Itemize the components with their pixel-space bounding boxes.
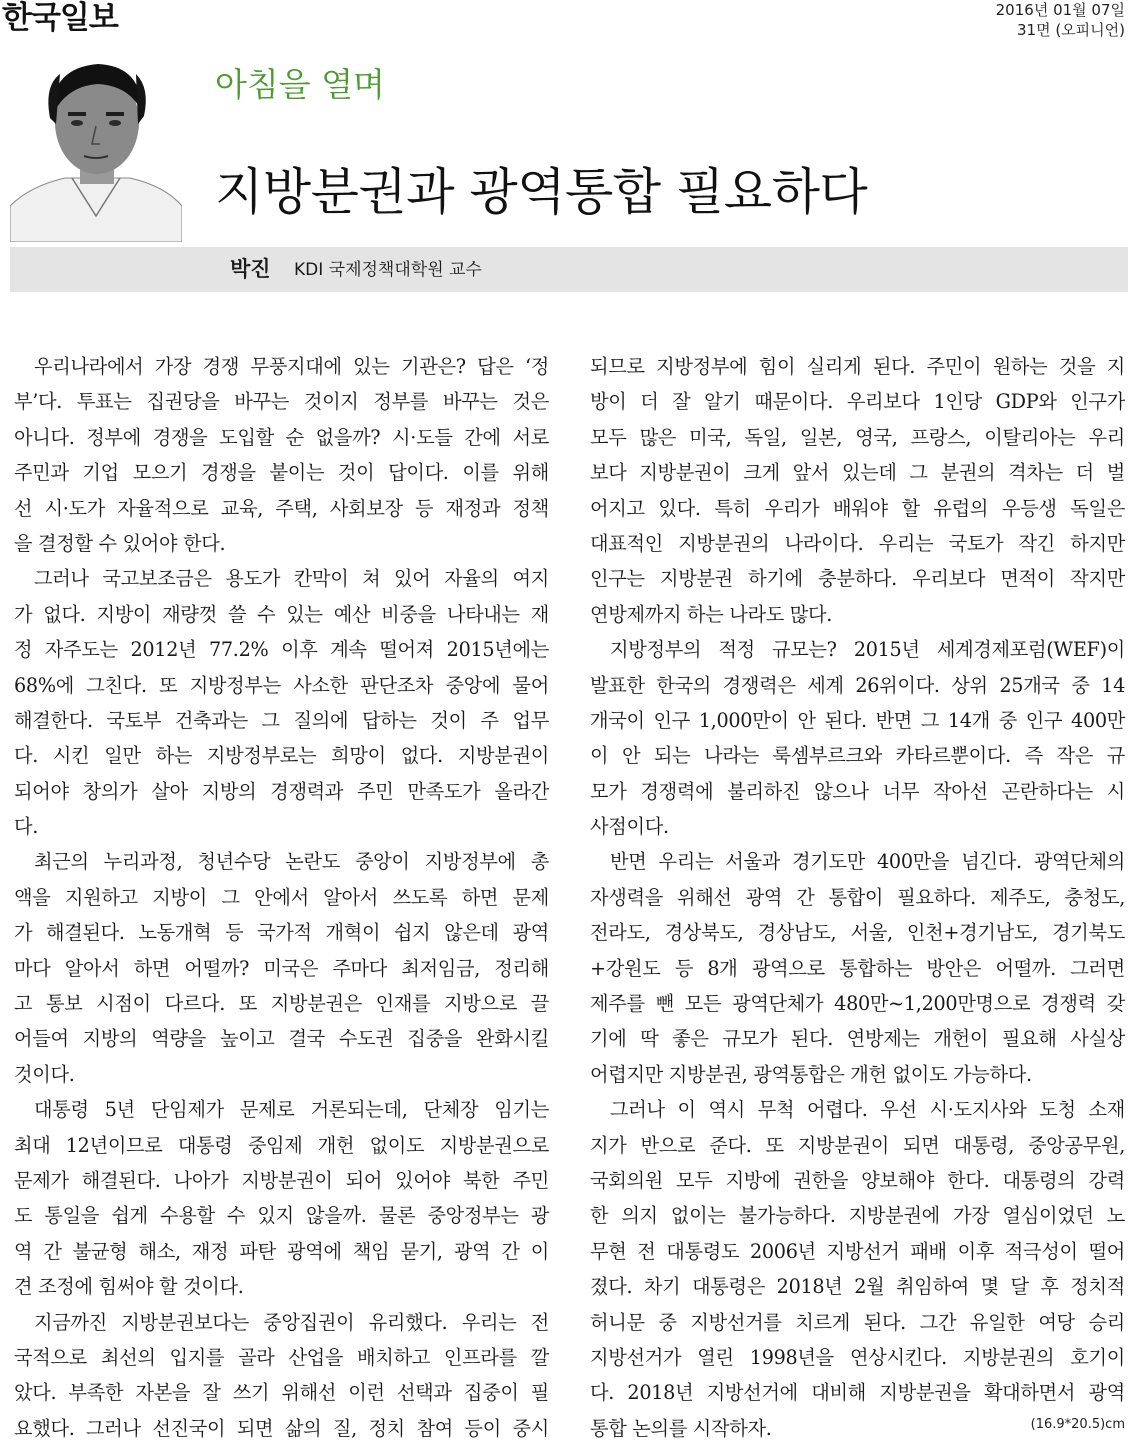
article-line: 그러나 이 역시 무척 어렵다. 우선 시·도지사와 도청 소재 [610, 1098, 1125, 1122]
article-line: 해결한다. 국토부 건축과는 그 질의에 답하는 것이 주 업무 [14, 708, 549, 732]
article-line: 모두 많은 미국, 독일, 일본, 영국, 프랑스, 이탈리아는 우리 [590, 425, 1125, 449]
article-line: 주민과 기업 모으기 경쟁을 붙이는 것이 답이다. 이를 위해 [14, 461, 549, 485]
article-line: 다. 시킨 일만 하는 지방정부로는 희망이 없다. 지방분권이 [14, 744, 549, 768]
column-name: 아침을 열며 [215, 65, 385, 104]
article-line: 발표한 한국의 경쟁력은 세계 26위이다. 상위 25개국 중 14 [590, 673, 1125, 697]
article-line: 개국이 인구 1,000만이 안 된다. 반면 그 14개 중 인구 400만 [590, 708, 1125, 732]
article-line: 되어야 창의가 살아 지방의 경쟁력과 주민 만족도가 올라간 [14, 779, 549, 803]
article-line: 자생력을 위해선 광역 간 통합이 필요하다. 제주도, 충청도, [590, 885, 1125, 909]
publication-date: 2016년 01월 07일 [995, 1, 1125, 19]
newspaper-logo: 한국일보 [2, 0, 118, 36]
article-line: 최근의 누리과정, 청년수당 논란도 중앙이 지방정부에 총 [34, 850, 549, 874]
article-line: 어렵지만 지방분권, 광역통합은 개헌 없이도 가능하다. [590, 1062, 1032, 1086]
article-line: 마다 알아서 하면 어떨까? 미국은 주마다 최저임금, 정리해 [14, 956, 549, 980]
article-line: 을 결정할 수 있어야 한다. [14, 531, 226, 555]
author-photo [10, 46, 182, 242]
article-line: 지방선거가 열린 1998년을 연상시킨다. 지방분권의 호기이 [590, 1345, 1125, 1369]
article-line: 액을 지원하고 지방이 그 안에서 알아서 쓰도록 하면 문제 [14, 885, 549, 909]
article-line: 부’다. 투표는 집권당을 바꾸는 것이지 정부를 바꾸는 것은 [14, 390, 549, 414]
article-line: 보다 지방분권이 크게 앞서 있는데 그 분권의 격차는 더 벌 [590, 461, 1125, 485]
article-line: 문제가 해결된다. 나아가 지방분권이 되어 있어야 북한 주민 [14, 1168, 549, 1192]
article-line: 이 안 되는 나라는 룩셈부르크와 카타르뿐이다. 즉 작은 규 [590, 744, 1125, 768]
article-line: 기에 딱 좋은 규모가 된다. 연방제는 개헌이 필요해 사실상 [590, 1027, 1125, 1051]
article-line: 지방정부의 적정 규모는? 2015년 세계경제포럼(WEF)이 [610, 638, 1125, 662]
article-line: 요했다. 그러나 선진국이 되면 삶의 질, 정치 참여 등이 중시 [14, 1416, 549, 1440]
article-line: 대표적인 지방분권의 나라이다. 우리는 국토가 작긴 하지만 [590, 531, 1125, 555]
article-line: 그러나 국고보조금은 용도가 칸막이 쳐 있어 자율의 여지 [34, 567, 549, 591]
article-line: 방이 더 잘 알기 때문이다. 우리보다 1인당 GDP와 인구가 [590, 390, 1125, 414]
headline: 지방분권과 광역통합 필요하다 [215, 163, 868, 221]
byline-bar [10, 247, 1128, 292]
article-line: 았다. 부족한 자본을 잘 쓰기 위해선 이런 선택과 집중이 필 [14, 1381, 549, 1405]
article-line: 제주를 뺀 모든 광역단체가 480만~1,200만명으로 경쟁력 갖 [590, 992, 1125, 1016]
article-line: 고 통보 시점이 다르다. 또 지방분권은 인재를 지방으로 끌 [14, 992, 549, 1016]
article-line: +강원도 등 8개 광역으로 통합하는 방안은 어떨까. 그러면 [590, 956, 1125, 980]
article-line: 견 조정에 힘써야 할 것이다. [14, 1275, 244, 1299]
article-line: 68%에 그친다. 또 지방정부는 사소한 판단조차 중앙에 물어 [14, 673, 549, 697]
article-line: 가 없다. 지방이 재량껏 쓸 수 있는 예산 비중을 나타내는 재 [14, 602, 549, 626]
article-line: 선 시·도가 자율적으로 교육, 주택, 사회보장 등 재정과 정책 [14, 496, 549, 520]
author-title: KDI 국제정책대학원 교수 [294, 260, 482, 280]
article-line: 아니다. 정부에 경쟁을 도입할 순 없을까? 시·도들 간에 서로 [14, 425, 549, 449]
article-line: 통합 논의를 시작하자. [590, 1416, 772, 1440]
article-line: 한 의지 없이는 불가능하다. 지방분권에 가장 열심이었던 노 [590, 1204, 1125, 1228]
article-line: 대통령 5년 단임제가 문제로 거론되는데, 단체장 임기는 [34, 1098, 549, 1122]
article-line: 허니문 중 지방선거를 치르게 된다. 그간 유일한 여당 승리 [590, 1310, 1125, 1334]
article-line: 인구는 지방분권 하기에 충분하다. 우리보다 면적이 작지만 [590, 567, 1125, 591]
publication-meta [996, 0, 1125, 40]
article-line: 어들여 지방의 역량을 높이고 결국 수도권 집중을 완화시킬 [14, 1027, 549, 1051]
article-line: 국회의원 모두 지방에 권한을 양보해야 한다. 대통령의 강력 [590, 1168, 1125, 1192]
article-size-note: (16.9*20.5)cm [1030, 1417, 1125, 1432]
article-line: 어지고 있다. 특히 우리가 배워야 할 유럽의 우등생 독일은 [590, 496, 1125, 520]
article-column-left [14, 349, 549, 1446]
article-line: 도 통일을 쉽게 수용할 수 있지 않을까. 물론 중앙정부는 광 [14, 1204, 549, 1228]
article-line: 모가 경쟁력에 불리하진 않으나 너무 작아선 곤란하다는 시 [590, 779, 1125, 803]
article-line: 사점이다. [590, 815, 669, 839]
article-line: 최대 12년이므로 대통령 중임제 개헌 없이도 지방분권으로 [14, 1133, 549, 1157]
article-line: 졌다. 차기 대통령은 2018년 2월 취임하여 몇 달 후 정치적 [590, 1275, 1125, 1299]
article-line: 무현 전 대통령도 2006년 지방선거 패배 이후 적극성이 떨어 [590, 1239, 1125, 1263]
article-line: 국적으로 최선의 입지를 골라 산업을 배치하고 인프라를 깔 [14, 1345, 549, 1369]
article-line: 가 해결된다. 노동개혁 등 국가적 개혁이 쉽지 않은데 광역 [14, 921, 549, 945]
article-line: 역 간 불균형 해소, 재정 파탄 광역에 책임 묻기, 광역 간 이 [14, 1239, 549, 1263]
page-section: 31면 (오피니언) [1016, 21, 1125, 39]
article-line: 되므로 지방정부에 힘이 실리게 된다. 주민이 원하는 것을 지 [590, 355, 1125, 378]
article-line: 지금까진 지방분권보다는 중앙집권이 유리했다. 우리는 전 [34, 1310, 549, 1334]
article-line: 다. [14, 815, 39, 839]
article-line: 우리나라에서 가장 경쟁 무풍지대에 있는 기관은? 답은 ‘정 [34, 355, 549, 378]
article-line: 연방제까지 하는 나라도 많다. [590, 602, 833, 626]
article-line: 반면 우리는 서울과 경기도만 400만을 넘긴다. 광역단체의 [610, 850, 1125, 874]
article-line: 정 자주도는 2012년 77.2% 이후 계속 떨어져 2015년에는 [14, 638, 549, 662]
author-name: 박진 [230, 257, 271, 281]
article-line: 전라도, 경상북도, 경상남도, 서울, 인천+경기남도, 경기북도 [590, 921, 1125, 945]
article-column-right [590, 349, 1125, 1446]
article-line: 다. 2018년 지방선거에 대비해 지방분권을 확대하면서 광역 [590, 1381, 1125, 1405]
article-line: 것이다. [14, 1062, 75, 1086]
article-line: 지가 반으로 준다. 또 지방분권이 되면 대통령, 중앙공무원, [590, 1133, 1125, 1157]
